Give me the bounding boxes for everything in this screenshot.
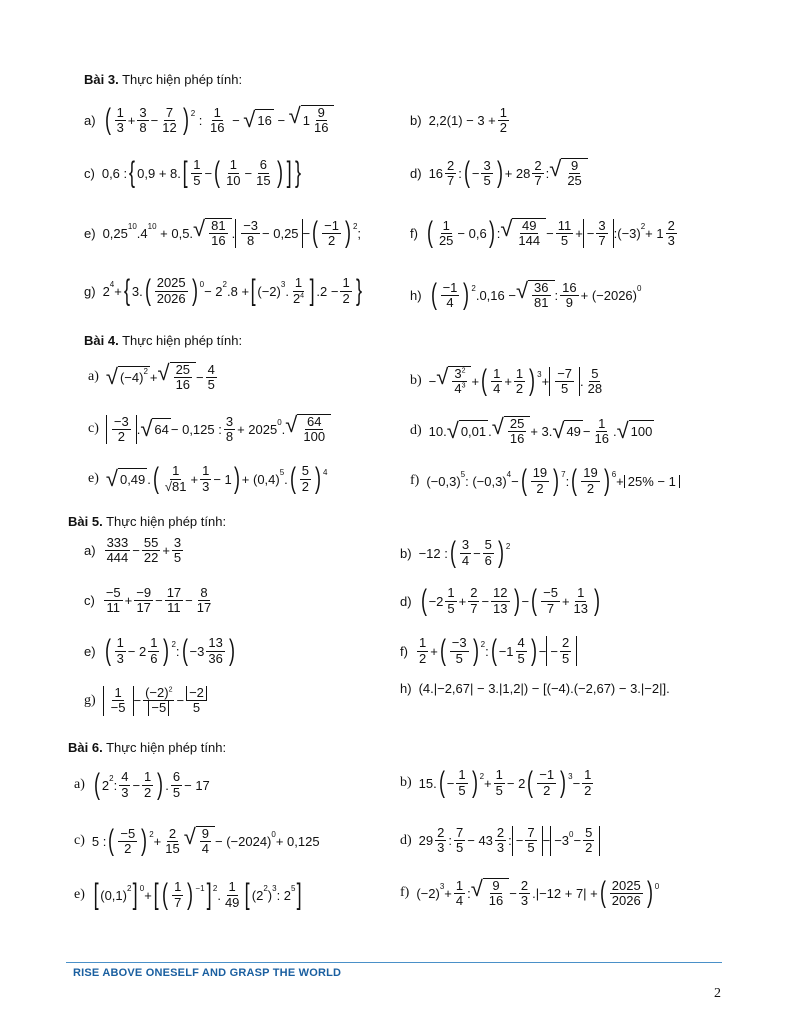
bai6-a: a) ( 2 2 : $\frac{4}{3}$ − $\frac{1}{2}$ ) . $\frac{6}{5}$ − 17 (74, 768, 210, 801)
bai6-heading: Bài 6. Thực hiện phép tính: (68, 740, 227, 755)
bai5-d: d) ( −2 $\frac{1}{5}$ + $\frac{2}{7}$ − $\frac{12}{13}$ ) − ( $\frac{-5}{7}$ + $\frac{1}{13}$ ) (400, 584, 600, 617)
bai6-f: f) (−2) 3 + $\frac{1}{4}$ : √ $\frac{9}{16}$ − $\frac{2}{3}$ .|−12 + 7| + ( $\frac{2025}{2026}$ ) 0 (400, 876, 660, 910)
footer-slogan: RISE ABOVE ONESELF AND GRASP THE WORLD (73, 967, 342, 979)
page-number: 2 (714, 986, 721, 1001)
bai3-f: f) ( $\frac{1}{25}$ − 0,6 ) : √ $\frac{49}{144}$ − $\frac{11}{5}$ + − $\frac{3}{7}$ :(−3) 2 + 1 $\frac{2}{3}$ (410, 216, 675, 250)
bai6-e: e) [ (0,1) 2 ] 0 + [ ( $\frac{1}{7}$ ) −1 ] 2 . $\frac{1}{49}$ [ (2 2 ) 3 : 2 5 ] (74, 878, 303, 911)
bai4-heading: Bài 4. Thực hiện phép tính: (84, 333, 243, 348)
bai6-c: c) 5 : ( $\frac{-5}{2}$ ) 2 + $\frac{2}{15}$ √ $\frac{9}{4}$ − (−2024) 0 + 0,125 (74, 824, 320, 858)
bai3-e: e) 0,25 10 .4 10 + 0,5. √ $\frac{81}{16}$ . $\frac{-3}{8}$ − 0,25 − ( $\frac{-1}{2}$ ) 2 ; (84, 216, 362, 250)
bai3-a: a) ( $\frac{1}{3}$ + $\frac{3}{8}$ − $\frac{7}{12}$ ) 2 : $\frac{1}{16}$ − √ 16 − √ 1 $\frac{9}{16}$ (84, 105, 334, 136)
bai4-c: c) $\frac{-3}{2}$ . √ 64 − 0,125 : $\frac{3}{8}$ + 2025 0 . √ $\frac{64}{100}$ (88, 414, 331, 445)
bai3-d: d) 16 $\frac{2}{7}$ : ( − $\frac{3}{5}$ ) + 28 $\frac{2}{7}$ : √ $\frac{9}{25}$ (410, 158, 588, 189)
footer-divider (66, 962, 722, 963)
bai6-d: d) 29 $\frac{2}{3}$ : $\frac{7}{5}$ − 43 $\frac{2}{3}$ : − $\frac{7}{5}$ − −3 0 − $\frac{5}{2}$ (400, 826, 600, 856)
bai5-b: b) −12 : ( $\frac{3}{4}$ − $\frac{5}{6}$ ) 2 (400, 536, 511, 569)
bai4-f: f) (−0,3) 5 : (−0,3) 4 − ( $\frac{19}{2}$ ) 7 : ( $\frac{19}{2}$ ) 6 + 25% − 1 (410, 466, 680, 496)
bai5-f: f) $\frac{1}{2}$ + ( $\frac{-3}{5}$ ) 2 : ( −1 $\frac{4}{5}$ ) − − $\frac{2}{5}$ (400, 636, 577, 666)
bai5-a: a) $\frac{333}{444}$ − $\frac{55}{22}$ + $\frac{3}{5}$ (84, 535, 182, 566)
bai5-c: c) $\frac{-5}{11}$ + $\frac{-9}{17}$ − $\frac{17}{11}$ − $\frac{8}{17}$ (84, 585, 212, 616)
bai3-heading: Bài 3. Thực hiện phép tính: (84, 72, 243, 87)
bai6-b: b) 15. ( − $\frac{1}{5}$ ) 2 + $\frac{1}{5}$ − 2 ( $\frac{-1}{2}$ ) 3 − $\frac{1}{2}$ (400, 766, 592, 799)
bai3-c: c) 0,6 : { 0,9 + 8. [ $\frac{1}{5}$ − ( $\frac{1}{10}$ − $\frac{6}{15}$ ) ] } (84, 156, 301, 189)
bai3-h: h) ( $\frac{-1}{4}$ ) 2 .0,16 − √ $\frac{36}{81}$ : $\frac{16}{9}$ + (−2026) 0 (410, 278, 642, 312)
bai5-e: e) ( $\frac{1}{3}$ − 2 $\frac{1}{6}$ ) 2 : ( −3 $\frac{13}{36}$ ) (84, 634, 235, 667)
bai3-g: g) 2 4 + { 3. ( $\frac{2025}{2026}$ ) 0 − 2 2 .8 + [ (−2) 3 . $\frac{1}{2^4}$ ] .2 − $\frac{1}{2}$ } (84, 274, 362, 307)
bai4-a: a) √ (−4) 2 + √ $\frac{25}{16}$ − $\frac{4}{5}$ (88, 360, 215, 393)
bai5-g: g) $\frac{1}{-5}$ − $\frac{(-2)^2}{-5}$ − $\frac{-2}{5}$ (84, 686, 209, 716)
bai5-heading: Bài 5. Thực hiện phép tính: (68, 514, 227, 529)
bai3-b: b) 2,2(1) − 3 + $\frac{1}{2}$ (410, 105, 508, 136)
bai4-d: d) 10. √ 0,01 . √ $\frac{25}{16}$ + 3. √ 49 − $\frac{1}{16}$ . √ 100 (410, 414, 653, 447)
bai4-b: b) − √ $\frac{3^2}{4^3}$ + ( $\frac{1}{4}$ + $\frac{1}{2}$ ) 3 + $\frac{-7}{5}$ . $\frac{5}{28}$ (410, 364, 603, 398)
bai5-h: h) (4.|−2,67| − 3.|1,2|) − [(−4).(−2,67) − 3.|−2|]. (400, 681, 670, 696)
bai4-e: e) √ 0,49 . ( $\frac{1}{√81}$ + $\frac{1}{3}$ − 1 ) + (0,4) 5 . ( $\frac{5}{2}$ ) 4 (88, 462, 328, 495)
